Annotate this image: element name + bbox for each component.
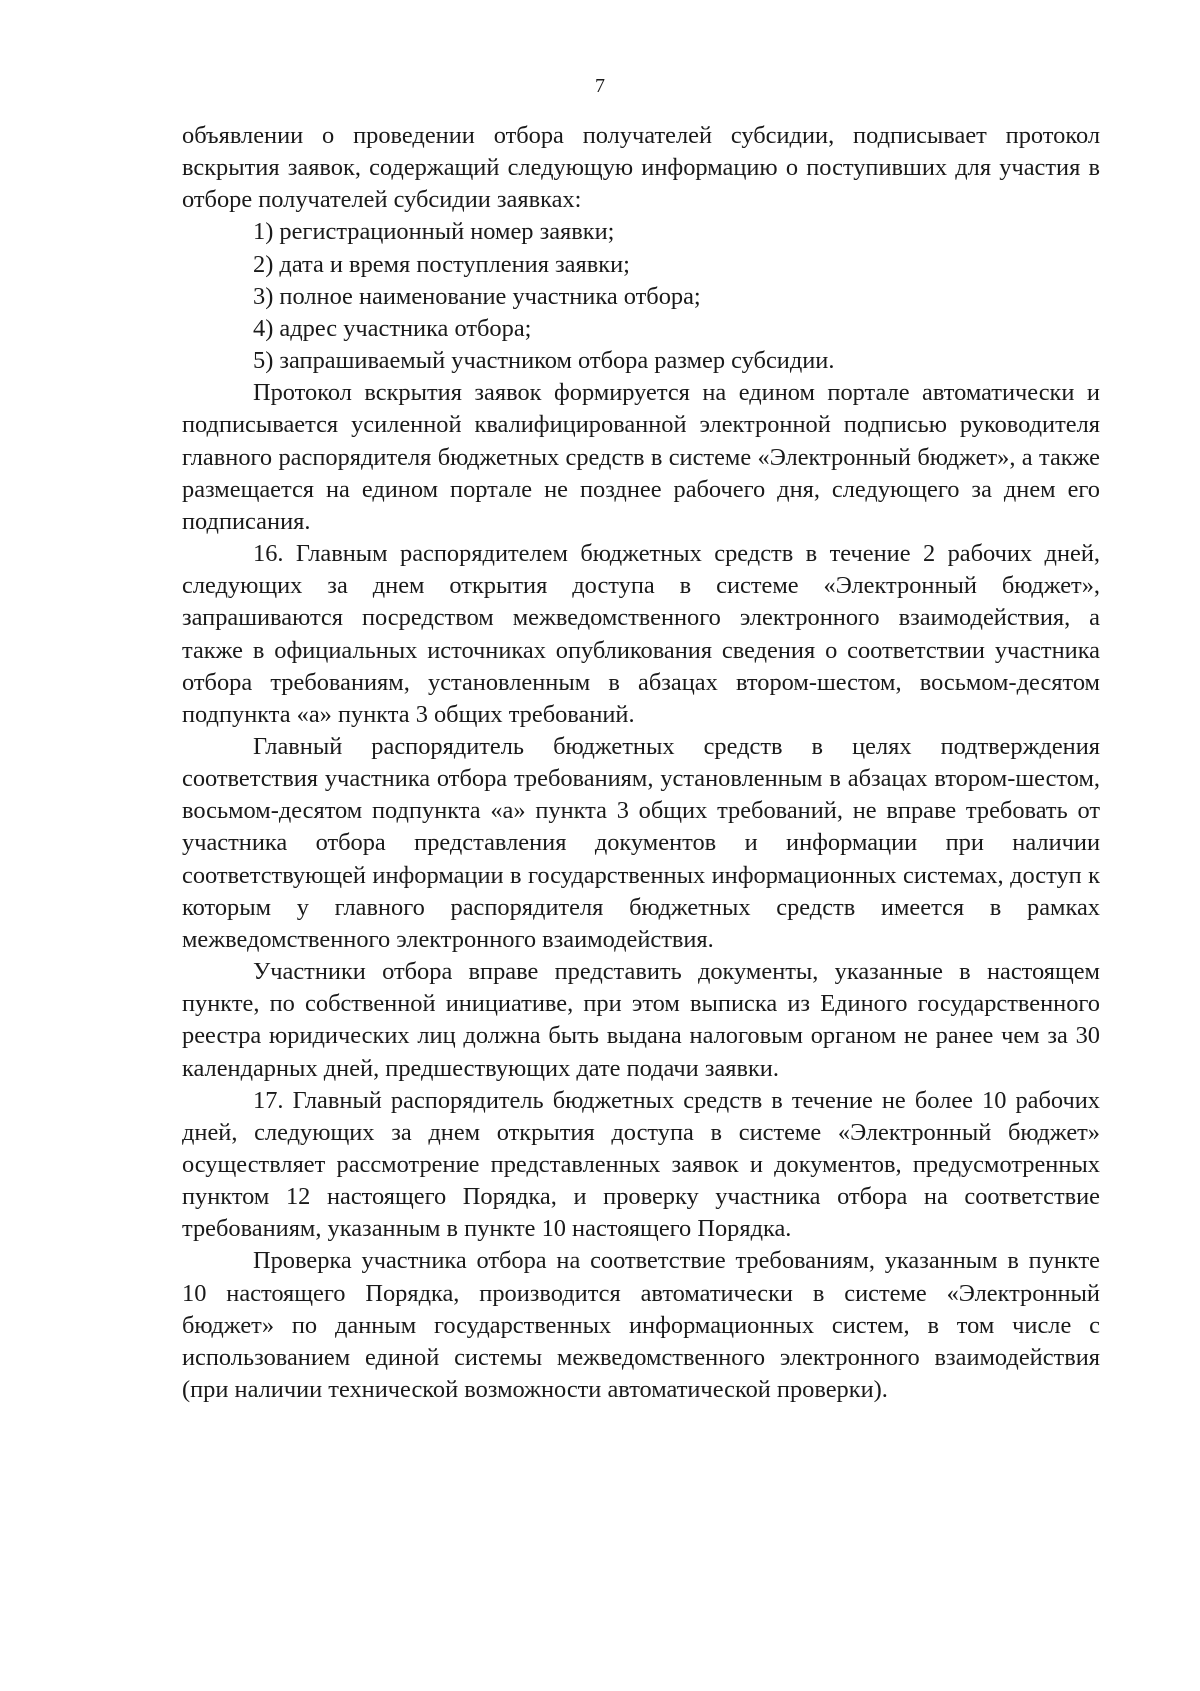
document-body (182, 120, 1100, 1406)
paragraph-clause-16: 16. Главным распорядителем бюджетных средств в течение 2 рабочих дней, следующих за днем открытия доступа в системе «Электронный бюджет», запрашиваются посредством межведомственного электронного взаимодействия, а также в официальных источниках опубликования сведения о соответствии участника отбора требованиям, установленным в абзацах втором-шестом, восьмом-десятом подпункта «а» пункта 3 общих требований. (182, 540, 1100, 728)
list-item: 2) дата и время поступления заявки; (253, 250, 630, 278)
list-item: 1) регистрационный номер заявки; (253, 218, 615, 246)
paragraph-clause-16-verification: Главный распорядитель бюджетных средств в целях подтверждения соответствия участника отбора требованиям, установленным в абзацах втором-шестом, восьмом-десятом подпункта «а» пункта 3 общих требований, не вправе требовать от участника отбора представления документов и информации при наличии соответствующей информации в государственных информационных системах, доступ к которым у главного распорядителя бюджетных средств имеется в рамках межведомственного электронного взаимодействия. (182, 732, 1100, 953)
page-number: 7 (595, 75, 605, 97)
paragraph-clause-17: 17. Главный распорядитель бюджетных средств в течение не более 10 рабочих дней, следующих за днем открытия доступа в системе «Электронный бюджет» осуществляет рассмотрение представленных заявок и документов, предусмотренных пунктом 12 настоящего Порядка, и проверку участника отбора на соответствие требованиям, указанным в пункте 10 настоящего Порядка. (182, 1086, 1100, 1243)
paragraph-intro: объявлении о проведении отбора получателей субсидии, подписывает протокол вскрытия заявок, содержащий следующую информацию о поступивших для участия в отборе получателей субсидии заявках: (182, 122, 1100, 214)
list-item: 5) запрашиваемый участником отбора размер субсидии. (253, 347, 835, 375)
paragraph-protocol: Протокол вскрытия заявок формируется на едином портале автоматически и подписывается усиленной квалифицированной электронной подписью руководителя главного распорядителя бюджетных средств в системе «Электронный бюджет», а также размещается на едином портале не позднее рабочего дня, следующего за днем его подписания. (182, 379, 1100, 535)
paragraph-clause-17-check: Проверка участника отбора на соответствие требованиям, указанным в пункте 10 настоящего Порядка, производится автоматически в системе «Электронный бюджет» по данным государственных информационных систем, в том числе с использованием единой системы межведомственного электронного взаимодействия (при наличии технической возможности автоматической проверки). (182, 1247, 1100, 1404)
requirements-list (182, 216, 1100, 377)
list-item: 4) адрес участника отбора; (253, 314, 532, 342)
paragraph-clause-16-initiative: Участники отбора вправе представить документы, указанные в настоящем пункте, по собственной инициативе, при этом выписка из Единого государственного реестра юридических лиц должна быть выдана налоговым органом не ранее чем за 30 календарных дней, предшествующих дате подачи заявки. (182, 958, 1100, 1082)
list-item: 3) полное наименование участника отбора; (253, 282, 701, 310)
